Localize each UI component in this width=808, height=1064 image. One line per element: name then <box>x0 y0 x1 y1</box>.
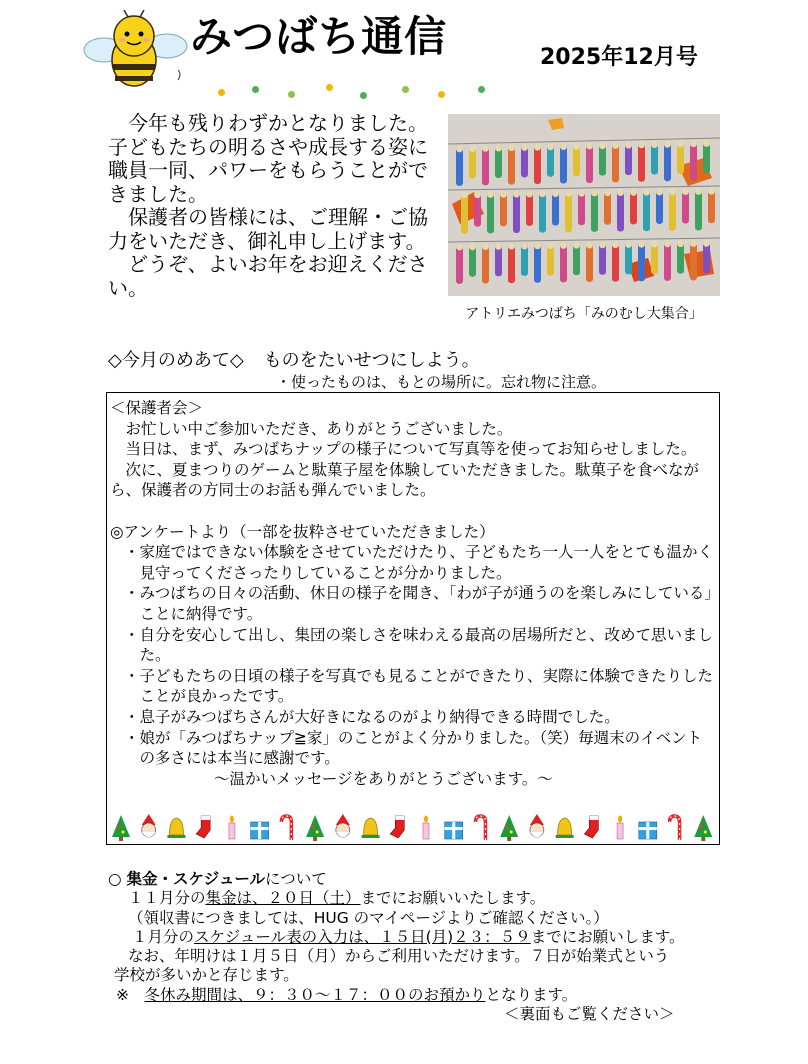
bagworm-ornament <box>586 142 593 183</box>
survey-item: ・子どもたちの日頃の様子を写真でも見ることができたり、実際に体験できたりしたことが良かったです。 <box>124 666 714 706</box>
schedule-line: （領収書につきましては、HUG のマイページよりご確認ください。） <box>128 908 609 927</box>
bagworm-ornament <box>508 243 515 284</box>
survey-heading: ◎アンケートより（一部を抜粋させていただきました） <box>110 522 495 541</box>
bagworm-ornament <box>625 241 632 275</box>
text: １月分の <box>132 927 195 946</box>
goal-subtext: ・使ったものは、もとの場所に。忘れ物に注意。 <box>276 373 607 391</box>
text: までにお願いします。 <box>530 927 685 946</box>
bagworm-ornament <box>560 242 567 283</box>
bagworm-ornament <box>513 191 520 234</box>
bagworm-ornament <box>456 145 463 186</box>
bagworm-ornament <box>599 241 606 275</box>
bagworm-ornament <box>664 141 671 182</box>
monthly-goal <box>108 346 480 372</box>
bagworm-ornament <box>612 241 619 281</box>
bagworm-ornament <box>599 142 606 176</box>
intro-text <box>108 112 440 300</box>
intro-paragraph: どうぞ、よいお年をお迎えください。 <box>108 252 428 300</box>
bagworm-ornament <box>534 144 541 185</box>
gift-icon <box>639 822 657 839</box>
bagworm-ornament <box>526 190 533 226</box>
survey-item: ・自分を安心して出し、集団の楽しさを味わえる最高の居場所だと、改めて思いました。 <box>124 625 714 665</box>
survey-item: ・みつばちの日々の活動、休日の様子を聞き、「わが子が通うのを楽しみにしている」ことに納得です。 <box>124 584 713 623</box>
bell-icon <box>167 818 185 838</box>
back-page-note: ＜裏面もご覧ください＞ <box>504 1005 675 1024</box>
meeting-paragraph: 当日は、まず、みつばちナップの様子について写真等を使ってお知らせしました。 <box>125 440 697 459</box>
text: ※ <box>116 985 145 1004</box>
bagworm-ornament <box>560 143 567 184</box>
bagworm-ornament <box>456 243 463 284</box>
schedule-line <box>108 928 708 947</box>
bagworm-ornament <box>643 189 650 232</box>
bagworm-ornament <box>508 144 515 185</box>
schedule-line: なお、年明けは１月５日（月）からご利用いただけます。７日が始業式という <box>128 947 670 966</box>
candle-icon <box>423 816 429 840</box>
stocking-icon <box>390 816 404 838</box>
bagworm-ornament <box>604 189 611 225</box>
newsletter-title: みつばち通信 <box>190 12 448 61</box>
text: までにお願いいたします。 <box>360 889 546 908</box>
bagworm-ornament <box>703 140 710 174</box>
bagworm-ornament <box>539 190 546 233</box>
bagworm-ornament <box>690 240 697 280</box>
schedule-heading-rest: について <box>265 870 327 888</box>
bagworm-ornament <box>469 145 476 179</box>
bagworm-ornament <box>630 189 637 225</box>
bagworm-ornament <box>695 188 702 231</box>
gift-icon <box>445 822 463 839</box>
bagworm-ornament <box>591 189 598 232</box>
underlined-text: スケジュール表の入力は、１５日(月)２３：５９ <box>194 927 531 946</box>
thanks-message: ～温かいメッセージをありがとうございます。～ <box>214 769 553 788</box>
bagworm-ornament <box>677 240 684 274</box>
bagworm-ornament <box>578 190 585 226</box>
candle-icon <box>229 816 235 840</box>
text: １１月分の <box>128 889 206 908</box>
candy-cane-icon <box>281 816 291 840</box>
bagworm-ornament <box>677 140 684 174</box>
bagworm-ornament <box>612 142 619 183</box>
bagworm-ornament <box>521 144 528 178</box>
bagworm-ornament <box>565 190 572 233</box>
candy-cane-icon <box>475 816 485 840</box>
meeting-paragraph: 次に、夏まつりのゲームと駄菓子屋を体験していただきました。駄菓子を食べながら、保護者の方同士のお話も弾んでいました。 <box>110 460 700 500</box>
bee-mascot-icon <box>82 10 192 90</box>
bagworm-ornament <box>651 141 658 175</box>
bell-icon <box>556 818 574 838</box>
bagworm-artwork-illustration <box>448 114 720 296</box>
schedule-section <box>108 870 708 1024</box>
bagworm-ornament <box>495 243 502 277</box>
bagworm-art-photo <box>448 114 720 296</box>
bagworm-ornament <box>664 240 671 281</box>
text: となります。 <box>485 985 578 1004</box>
meeting-paragraph: お忙しい中ご参加いただき、ありがとうございました。 <box>125 419 513 438</box>
goal-text: ものをたいせつにしよう。 <box>263 350 480 371</box>
tree-icon <box>112 815 130 841</box>
bagworm-ornament <box>573 143 580 177</box>
bagworm-ornament <box>552 190 559 226</box>
santa-icon <box>336 814 350 838</box>
survey-list <box>110 542 716 769</box>
bagworm-ornament <box>461 191 468 234</box>
bagworm-ornament <box>487 191 494 234</box>
bagworm-ornament <box>638 141 645 182</box>
underlined-text: 冬休み期間は、９：３０～１７：００のお預かり <box>144 985 486 1004</box>
schedule-line <box>108 986 708 1005</box>
issue-date: 2025年12月号 <box>540 45 698 70</box>
bagworm-ornament <box>469 243 476 276</box>
bell-icon <box>362 818 380 838</box>
santa-icon <box>530 814 544 838</box>
stocking-icon <box>584 816 598 838</box>
christmas-icon-border <box>108 812 718 842</box>
survey-item: ・家庭ではできない体験をさせていただけたり、子どもたち一人一人をとても温かく見守ってくださったりしていることが分かりました。 <box>124 543 714 582</box>
gift-icon <box>251 822 269 839</box>
schedule-line: 学校が多いかと存じます。 <box>114 966 299 985</box>
bagworm-ornament <box>586 241 593 282</box>
stocking-icon <box>196 816 210 838</box>
bagworm-ornament <box>474 191 481 227</box>
heading-mark: ○ <box>108 870 122 888</box>
candle-icon <box>617 816 623 840</box>
tree-icon <box>500 815 518 841</box>
survey-item: ・娘が「みつばちナップ≧家」のことがよく分かりました。（笑）毎週末のイベントの多さには本当に感謝です。 <box>124 728 703 768</box>
underlined-text: 集金は、２０日（土） <box>205 889 361 908</box>
intro-paragraph: 保護者の皆様には、ご理解・ご協力をいただき、御礼申し上げます。 <box>108 205 428 253</box>
intro-paragraph: 今年も残りわずかとなりました。子どもたちの明るさや成長する姿に職員一同、パワーをもらうことができました。 <box>108 111 428 206</box>
bagworm-ornament <box>682 188 689 224</box>
bagworm-ornament <box>573 242 580 275</box>
bagworm-ornament <box>656 188 663 224</box>
bagworm-ornament <box>690 140 697 181</box>
photo-caption: アトリエみつばち「みのむし大集合」 <box>465 306 703 322</box>
bagworm-ornament <box>482 243 489 284</box>
bagworm-ornament <box>703 240 710 274</box>
bagworm-ornament <box>669 188 676 231</box>
survey-item: ・息子がみつばちさんが大好きになるのがより納得できる時間でした。 <box>124 707 620 726</box>
bagworm-ornament <box>547 143 554 177</box>
schedule-line <box>108 889 708 908</box>
candy-cane-icon <box>670 816 680 840</box>
goal-label: ◇今月のめあて◇ <box>108 350 244 371</box>
parents-meeting-content <box>110 398 716 789</box>
bagworm-ornament <box>534 242 541 283</box>
bagworm-ornament <box>547 242 554 276</box>
tree-icon <box>306 815 324 841</box>
bagworm-ornament <box>521 242 528 275</box>
schedule-heading-bold: 集金・スケジュール <box>126 870 266 888</box>
schedule-heading <box>108 870 708 889</box>
bagworm-ornament <box>638 241 645 281</box>
bagworm-ornament <box>651 241 658 275</box>
bagworm-ornament <box>500 191 507 227</box>
bagworm-ornament <box>708 188 715 224</box>
bagworm-ornament <box>495 144 502 178</box>
meeting-heading: ＜保護者会＞ <box>110 399 204 417</box>
bagworm-ornament <box>482 145 489 186</box>
santa-icon <box>142 814 156 838</box>
bagworm-ornament <box>625 142 632 176</box>
tree-icon <box>694 815 712 841</box>
bagworm-ornament <box>617 189 624 232</box>
